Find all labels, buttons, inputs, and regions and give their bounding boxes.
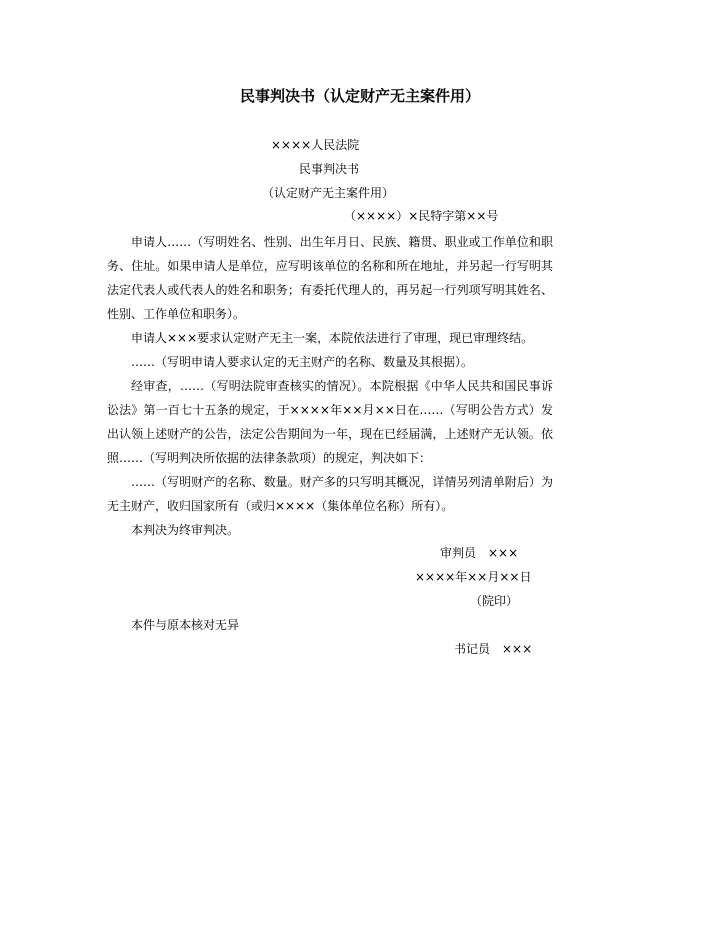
document-name: 民事判决书 <box>299 162 360 176</box>
court-seal-note: （院印） <box>470 594 519 608</box>
clerk-signature: 书记员 ××× <box>454 642 533 656</box>
paragraph-review: 经审查，……（写明法院审查核实的情况）。本院根据《中华人民共和国民事诉讼法》第一百七十五条的规定，于××××年××月××日在……（写明公告方式）发出认领上述财产的公告，法定公告期间为一年，现在已经届满，上述财产无认领。依照……（写明判决所依据的法律条款项）的规定，判决如下： <box>107 379 553 465</box>
judgment-date: ××××年××月××日 <box>415 570 532 584</box>
case-number: （××××）×民特字第××号 <box>344 209 499 223</box>
document-subtitle: （认定财产无主案件用） <box>262 186 395 200</box>
paragraph-property-claim: ……（写明申请人要求认定的无主财产的名称、数量及其根据）。 <box>131 355 474 369</box>
paragraph-applicant-info: 申请人……（写明姓名、性别、出生年月日、民族、籍贯、职业或工作单位和职务、住址。如果申请人是单位，应写明该单位的名称和所在地址，并另起一行写明其法定代表人或代表人的姓名和职务；有委托代理人的，再另起一行列项写明其姓名、性别、工作单位和职务）。 <box>107 235 553 321</box>
paragraph-final: 本判决为终审判决。 <box>131 523 240 537</box>
verification-note: 本件与原本核对无异 <box>131 618 240 632</box>
paragraph-case-intro: 申请人×××要求认定财产无主一案，本院依法进行了审理，现已审理终结。 <box>131 331 534 345</box>
court-name: ××××人民法院 <box>271 138 360 152</box>
judge-signature: 审判员 ××× <box>440 546 519 560</box>
paragraph-judgment: ……（写明财产的名称、数量。财产多的只写明其概况，详情另列清单附后）为无主财产，收归国家所有（或归××××（集体单位名称）所有）。 <box>107 475 553 513</box>
document-title: 民事判决书（认定财产无主案件用） <box>239 87 480 105</box>
